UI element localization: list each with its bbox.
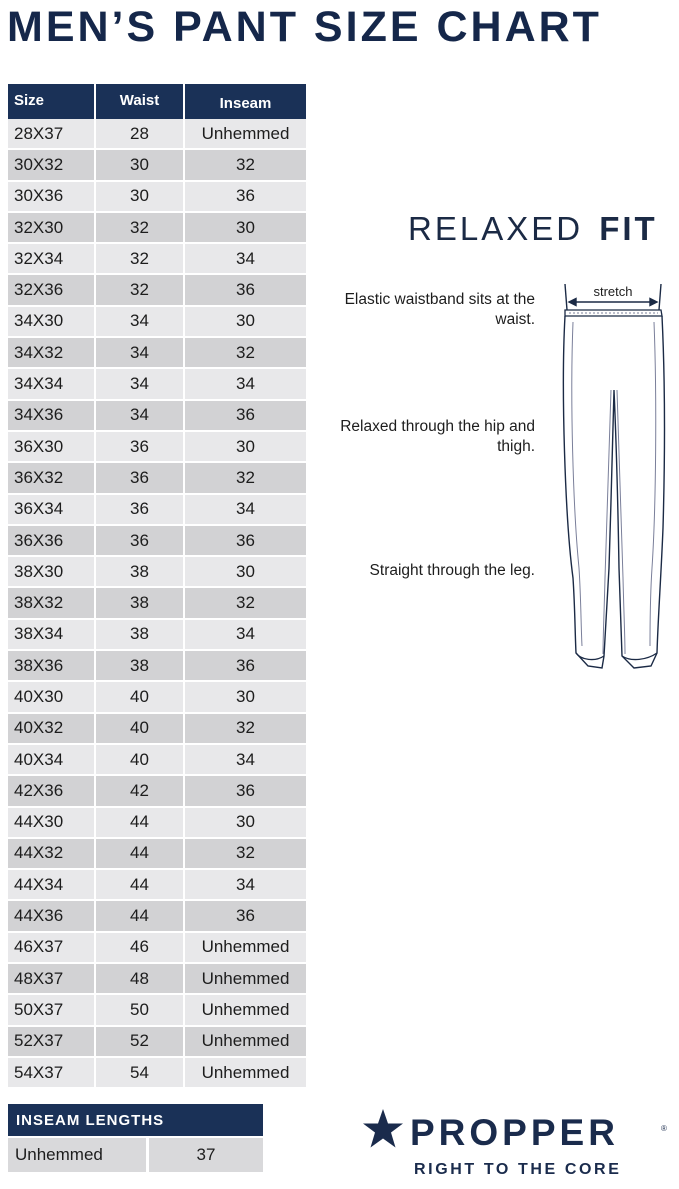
size-table	[8, 84, 306, 1089]
size-cell: 40X32	[8, 714, 96, 745]
inseam-cell: 30	[185, 557, 306, 588]
table-row	[8, 620, 306, 651]
waist-cell: 30	[96, 182, 185, 213]
waist-cell: 36	[96, 432, 185, 463]
waist-cell: 36	[96, 495, 185, 526]
waist-cell: 44	[96, 901, 185, 932]
fit-title-light: RELAXED	[408, 210, 584, 247]
inseam-cell: 36	[185, 776, 306, 807]
size-cell: 40X34	[8, 745, 96, 776]
inseam-lengths-label: Unhemmed	[8, 1138, 146, 1172]
waist-cell: 48	[96, 964, 185, 995]
inseam-lengths-header: INSEAM LENGTHS	[8, 1104, 263, 1136]
size-cell: 34X36	[8, 401, 96, 432]
inseam-cell: 32	[185, 839, 306, 870]
inseam-cell: 32	[185, 338, 306, 369]
waist-cell: 28	[96, 119, 185, 150]
inseam-cell: 30	[185, 682, 306, 713]
size-cell: 36X34	[8, 495, 96, 526]
table-row	[8, 745, 306, 776]
size-cell: 28X37	[8, 119, 96, 150]
waist-cell: 32	[96, 275, 185, 306]
size-cell: 32X34	[8, 244, 96, 275]
inseam-cell: Unhemmed	[185, 995, 306, 1026]
waist-cell: 44	[96, 839, 185, 870]
inseam-lengths-row	[8, 1138, 263, 1172]
inseam-cell: 34	[185, 620, 306, 651]
inseam-cell: 36	[185, 651, 306, 682]
fit-note-leg: Straight through the leg.	[369, 562, 535, 579]
inseam-cell: 36	[185, 182, 306, 213]
size-cell: 50X37	[8, 995, 96, 1026]
table-row	[8, 275, 306, 306]
waist-cell: 40	[96, 745, 185, 776]
waist-cell: 44	[96, 870, 185, 901]
table-row	[8, 244, 306, 275]
table-row	[8, 401, 306, 432]
table-row	[8, 463, 306, 494]
size-cell: 46X37	[8, 933, 96, 964]
size-table-header-row	[8, 84, 306, 119]
waist-cell: 38	[96, 651, 185, 682]
size-cell: 48X37	[8, 964, 96, 995]
table-row	[8, 307, 306, 338]
waist-cell: 36	[96, 463, 185, 494]
inseam-cell: Unhemmed	[185, 964, 306, 995]
fit-title-bold: FIT	[599, 210, 658, 247]
stretch-label: stretch	[593, 284, 633, 299]
inseam-cell: 34	[185, 244, 306, 275]
size-table-body	[8, 119, 306, 1089]
table-row	[8, 432, 306, 463]
registered-mark: ®	[661, 1124, 667, 1133]
inseam-lengths-table	[8, 1104, 263, 1172]
inseam-cell: 32	[185, 463, 306, 494]
waist-cell: 34	[96, 401, 185, 432]
inseam-cell: 36	[185, 275, 306, 306]
size-cell: 44X30	[8, 808, 96, 839]
brand-tagline: RIGHT TO THE CORE	[414, 1161, 622, 1178]
inseam-cell: 30	[185, 307, 306, 338]
table-row	[8, 338, 306, 369]
inseam-column-header: Inseam	[185, 84, 306, 119]
table-row	[8, 588, 306, 619]
waist-cell: 32	[96, 213, 185, 244]
size-cell: 30X36	[8, 182, 96, 213]
size-cell: 36X30	[8, 432, 96, 463]
waist-cell: 38	[96, 588, 185, 619]
table-row	[8, 1027, 306, 1058]
size-cell: 54X37	[8, 1058, 96, 1089]
table-row	[8, 714, 306, 745]
size-cell: 34X30	[8, 307, 96, 338]
size-cell: 38X36	[8, 651, 96, 682]
size-cell: 44X34	[8, 870, 96, 901]
table-row	[8, 839, 306, 870]
table-row	[8, 1058, 306, 1089]
inseam-cell: 36	[185, 401, 306, 432]
size-cell: 44X32	[8, 839, 96, 870]
waist-cell: 34	[96, 338, 185, 369]
table-row	[8, 933, 306, 964]
waist-cell: 40	[96, 682, 185, 713]
table-row	[8, 213, 306, 244]
waist-cell: 52	[96, 1027, 185, 1058]
table-row	[8, 651, 306, 682]
fit-title	[408, 210, 658, 248]
waist-cell: 30	[96, 150, 185, 181]
inseam-cell: Unhemmed	[185, 933, 306, 964]
size-cell: 34X34	[8, 369, 96, 400]
waist-cell: 46	[96, 933, 185, 964]
size-cell: 40X30	[8, 682, 96, 713]
size-cell: 32X30	[8, 213, 96, 244]
size-cell: 34X32	[8, 338, 96, 369]
waist-cell: 38	[96, 557, 185, 588]
pants-outline	[563, 316, 664, 668]
waist-cell: 50	[96, 995, 185, 1026]
table-row	[8, 808, 306, 839]
size-cell: 38X30	[8, 557, 96, 588]
fit-note-hip: Relaxed through the hip and thigh.	[340, 418, 535, 455]
size-cell: 38X32	[8, 588, 96, 619]
waist-cell: 36	[96, 526, 185, 557]
inseam-cell: Unhemmed	[185, 119, 306, 150]
waist-cell: 42	[96, 776, 185, 807]
inseam-cell: Unhemmed	[185, 1027, 306, 1058]
inseam-cell: 30	[185, 432, 306, 463]
inseam-cell: 32	[185, 588, 306, 619]
table-row	[8, 495, 306, 526]
fit-note-waistband: Elastic waistband sits at the waist.	[344, 291, 535, 328]
size-cell: 36X36	[8, 526, 96, 557]
size-cell: 30X32	[8, 150, 96, 181]
brand-name: PROPPER	[410, 1112, 619, 1153]
inseam-cell: 34	[185, 369, 306, 400]
table-row	[8, 964, 306, 995]
inseam-cell: Unhemmed	[185, 1058, 306, 1089]
waist-cell: 34	[96, 369, 185, 400]
table-row	[8, 182, 306, 213]
table-row	[8, 150, 306, 181]
size-cell: 36X32	[8, 463, 96, 494]
waist-cell: 38	[96, 620, 185, 651]
size-cell: 52X37	[8, 1027, 96, 1058]
table-row	[8, 369, 306, 400]
table-row	[8, 901, 306, 932]
table-row	[8, 557, 306, 588]
inseam-cell: 34	[185, 495, 306, 526]
waist-cell: 54	[96, 1058, 185, 1089]
inseam-cell: 30	[185, 213, 306, 244]
size-cell: 44X36	[8, 901, 96, 932]
page-title: MEN’S PANT SIZE CHART	[7, 3, 602, 51]
table-row	[8, 526, 306, 557]
waist-cell: 44	[96, 808, 185, 839]
star-icon	[362, 1108, 404, 1150]
table-row	[8, 776, 306, 807]
waist-cell: 40	[96, 714, 185, 745]
table-row	[8, 870, 306, 901]
waist-column-header: Waist	[96, 84, 185, 119]
size-column-header: Size	[8, 84, 96, 119]
inseam-lengths-value: 37	[149, 1138, 263, 1172]
size-cell: 32X36	[8, 275, 96, 306]
inseam-cell: 36	[185, 526, 306, 557]
waist-cell: 34	[96, 307, 185, 338]
table-row	[8, 995, 306, 1026]
size-cell: 42X36	[8, 776, 96, 807]
pants-illustration	[555, 278, 670, 683]
inseam-cell: 30	[185, 808, 306, 839]
size-cell: 38X34	[8, 620, 96, 651]
inseam-cell: 34	[185, 870, 306, 901]
inseam-cell: 34	[185, 745, 306, 776]
inseam-cell: 32	[185, 150, 306, 181]
inseam-cell: 36	[185, 901, 306, 932]
table-row	[8, 119, 306, 150]
waist-cell: 32	[96, 244, 185, 275]
inseam-cell: 32	[185, 714, 306, 745]
table-row	[8, 682, 306, 713]
